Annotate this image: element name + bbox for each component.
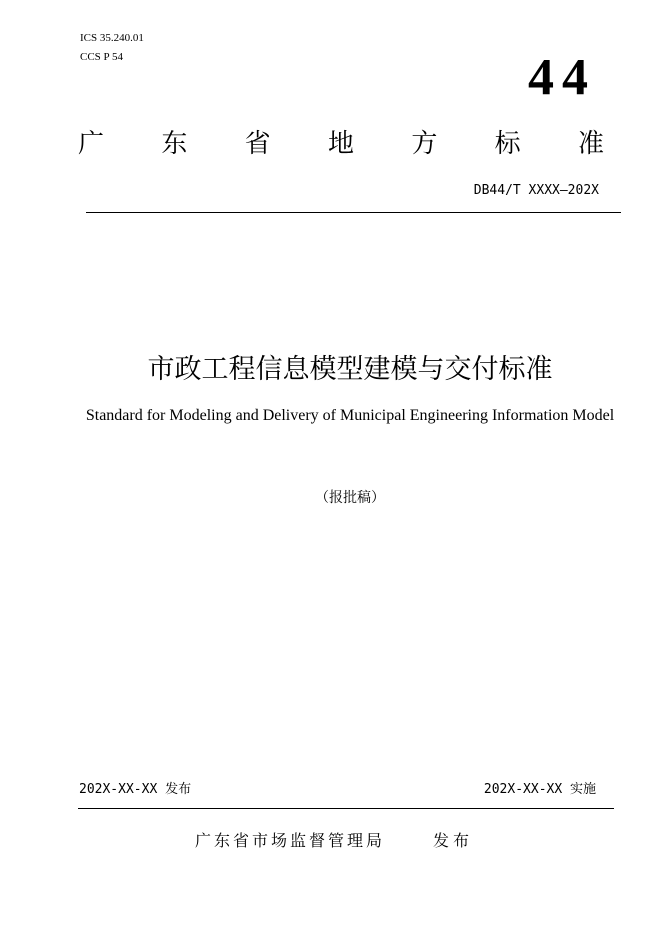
standard-number: DB44/T XXXX—202X [473, 183, 599, 198]
header-divider [86, 212, 621, 213]
standard-type-char: 标 [494, 129, 521, 159]
standard-type-char: 准 [577, 129, 604, 159]
standard-type-char: 方 [411, 129, 438, 159]
standard-type-char: 省 [244, 129, 271, 159]
ics-code: ICS 35.240.01 [80, 32, 144, 44]
standard-type-heading [78, 128, 604, 160]
publisher-name: 广东省市场监督管理局 [195, 831, 386, 850]
standard-type-char: 东 [161, 129, 188, 159]
standard-type-char: 广 [78, 129, 105, 159]
issue-date: 202X-XX-XX 发布 [79, 782, 192, 797]
draft-status: （报批稿） [315, 490, 385, 506]
ccs-code: CCS P 54 [80, 51, 124, 63]
document-title-cn: 市政工程信息模型建模与交付标准 [147, 354, 553, 385]
document-title-en: Standard for Modeling and Delivery of Municipal Engineering Information Model [85, 407, 615, 424]
implementation-date: 202X-XX-XX 实施 [483, 782, 596, 797]
region-code: 44 [528, 49, 596, 106]
footer-divider [78, 808, 614, 809]
publish-label: 发布 [433, 831, 474, 850]
standard-type-char: 地 [327, 129, 354, 159]
